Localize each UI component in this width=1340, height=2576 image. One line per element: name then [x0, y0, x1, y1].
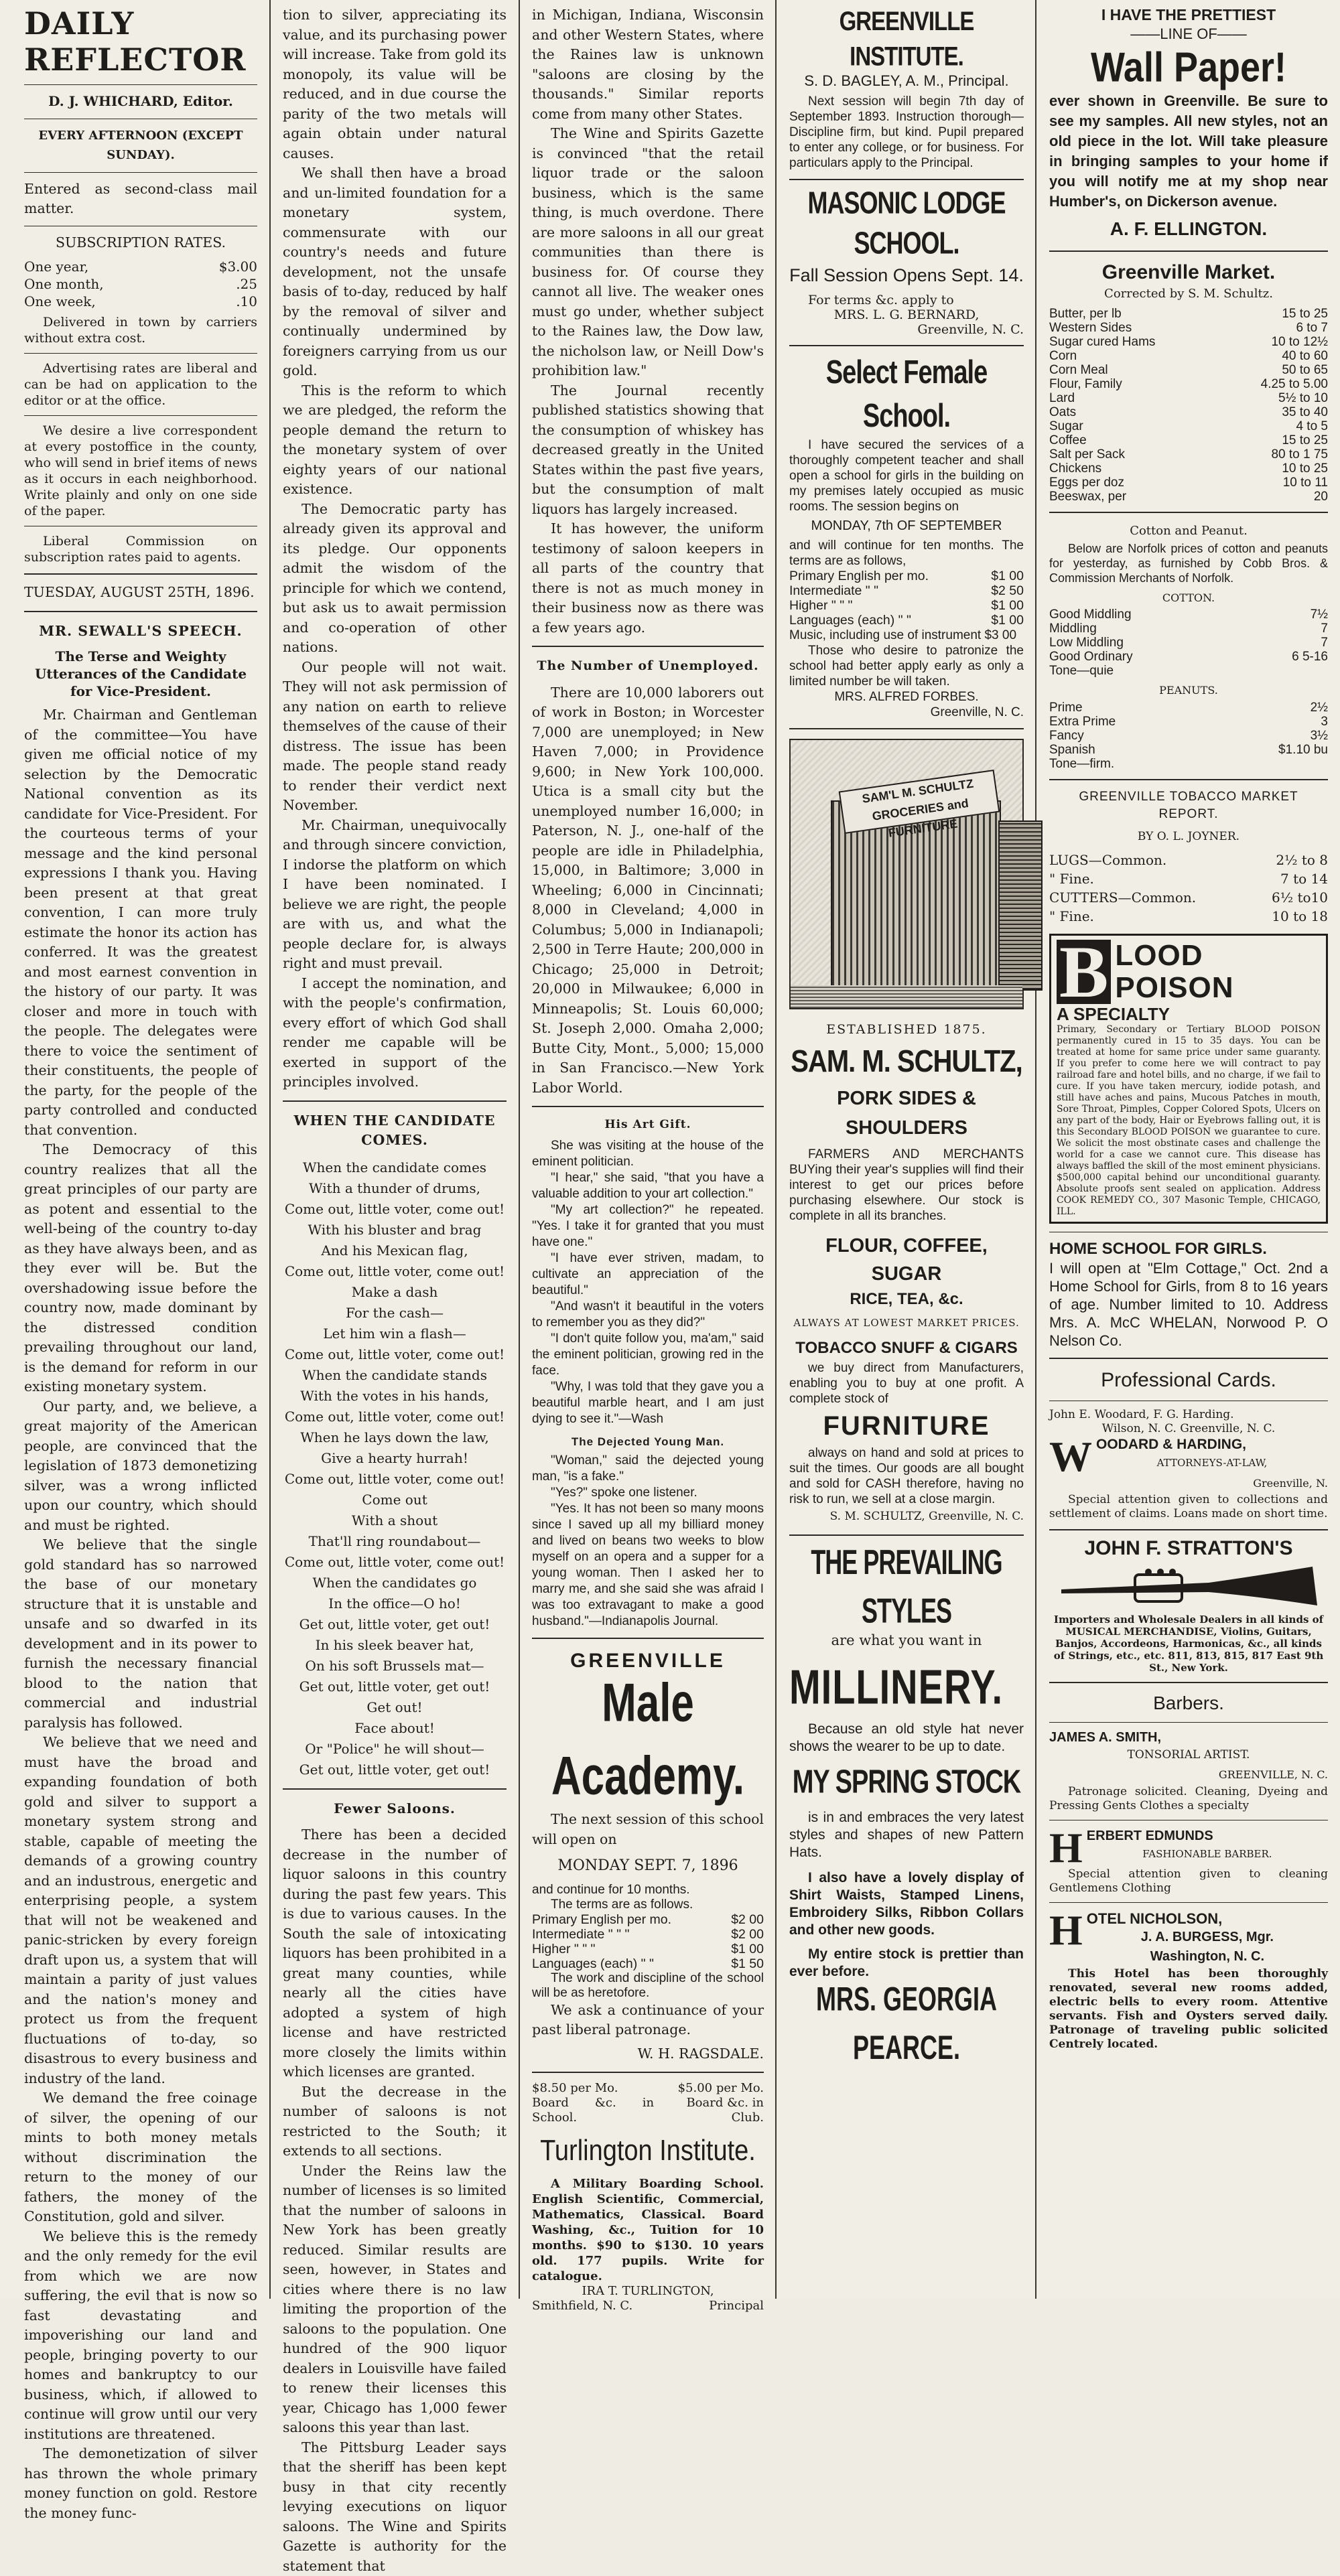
masonic-opens: Fall Session Opens Sept. 14.	[789, 263, 1024, 287]
article-paragraph: Under the Reins law the number of licenses is so limited that the number of saloons in New York has been greatly reduced. Similar results are seen, however, in States and cities where there is no law limiting the proportion of the saloons to the population. One hundred of the 900 liquor dealers in Louisville have failed to renew their licenses this year, Chicago has 1,000 fewer saloons this year than last.	[283, 2161, 507, 2438]
smith-place: GREENVILLE, N. C.	[1049, 1765, 1328, 1785]
rate-row: One year, $3.00	[24, 258, 257, 275]
tobacco-prices	[1049, 851, 1328, 926]
academy-name-line2: Male Academy.	[532, 1667, 764, 1813]
article-paragraph: Mr. Chairman and Gentleman of the committee—You have given me official notice of my selection by the Democratic National convention as its candidate for Vice-President. For the courteous terms of your message and the kind personal expressions I thank you. Having been present at that great convention, I can more truly estimate the honor its action has conferred. It was the greatest and most earnest convention in the history of our party. It was closer and more in touch with the people. The delegates were there to voice the sentiment of their constituents, the people of the party, for the people of the party controlled and conducted that convention.	[24, 705, 257, 1140]
smith-text: Patronage solicited. Cleaning, Dyeing and Pressing Gents Clothes a specialty	[1049, 1785, 1328, 1813]
schultz-rice: RICE, TEA, &c.	[789, 1288, 1024, 1311]
poem-line: With his bluster and brag	[283, 1220, 507, 1240]
professional-heading: Professional Cards.	[1049, 1367, 1328, 1394]
article-paragraph: We demand the free coinage of silver, the opening of our mints to both money metals without discrimination the return to the money of our fathers, the money of the Constitution, gold and silver.	[24, 2088, 257, 2227]
article-paragraph: The Democracy of this country realizes that all the great principles of our party are as potent and essential to the well-being of the country to-day as they have always been, and as they ever will be. But the overshadowing issue before the country now, made dominant by the distressed condition prevailing throughout our land, is the demand for reform in our existing monetary system.	[24, 1140, 257, 1397]
cotton-label: COTTON.	[1049, 588, 1328, 608]
price-row: Butter, per lb 15 to 25	[1049, 307, 1328, 321]
article-heading: The Dejected Young Man.	[532, 1434, 764, 1450]
mail-notice: Entered as second-class mail matter.	[24, 180, 257, 219]
poem-line: Get out!	[283, 1697, 507, 1718]
poem-line: Let him win a flash—	[283, 1323, 507, 1344]
publication-schedule: EVERY AFTERNOON (EXCEPT SUNDAY).	[24, 126, 257, 165]
institute-text: Next session will begin 7th day of September 1893. Instruction thorough—Discipline firm, but kind. Pupil prepared to enter any college, or for business. For particulars apply to the Principal.	[789, 94, 1024, 171]
poem-line: Come out, little voter, come out!	[283, 1407, 507, 1427]
article-paragraph: I accept the nomination, and with the people's confirmation, every effort of which God shall render me capable will be exerted in support of the principles involved.	[283, 974, 507, 1092]
nicholson-drop-cap: H	[1049, 1911, 1083, 1950]
institute-principal: S. D. BAGLEY, A. M., Principal.	[789, 71, 1024, 91]
masonic-terms: For terms &c. apply to	[789, 293, 1024, 307]
turlington-prices: $8.50 per Mo. Board &c. in School. $5.00 per Mo. Board &c. in Club.	[532, 2081, 764, 2125]
column-2	[271, 0, 519, 2299]
poem-line: Get out, little voter, get out!	[283, 1676, 507, 1697]
woodard-place: Greenville, N.	[1049, 1474, 1328, 1494]
peanuts-label: PEANUTS.	[1049, 681, 1328, 701]
article-subheading: The Terse and Weighty Utterances of the Candidate for Vice-President.	[24, 648, 257, 700]
article-paragraph: We believe that we need and must have the broad and expanding foundation of both gold and silver to support a monetary system strong and stable, capable of meeting the demands of a growing country and an industrous, energetic and enterprising people, a system that will not be weakened and panic-stricken by every foreign draft upon us, a system that will maintain a parity of just values and the nation's money and protect us from the frequent fluctuations of to-day, so disastrous to every business and industry of the land.	[24, 1733, 257, 2088]
blood-drop-cap: B	[1057, 940, 1111, 1004]
poem-line: When the candidate comes	[283, 1157, 507, 1178]
academy-intro: The next session of this school will open on	[532, 1810, 764, 1849]
select-school-place: Greenville, N. C.	[789, 705, 1024, 720]
article-heading: His Art Gift.	[532, 1115, 764, 1135]
price-row: Flour, Family 4.25 to 5.00	[1049, 377, 1328, 391]
poem-line: Face about!	[283, 1718, 507, 1739]
schultz-name: SAM. M. SCHULTZ,	[789, 1041, 1024, 1082]
poem-line: Come out, little voter, come out!	[283, 1199, 507, 1220]
article-paragraph: "I hear," she said, "that you have a valuable addition to your art collection."	[532, 1170, 764, 1202]
price-row: Chickens 10 to 25	[1049, 461, 1328, 476]
column-5	[1037, 0, 1340, 2299]
article-paragraph: "Why, I was told that they gave you a beautiful marble heart, and I am just dying to see it."—Wash	[532, 1379, 764, 1427]
established-line: ESTABLISHED 1875.	[789, 1020, 1024, 1040]
subscription-heading: SUBSCRIPTION RATES.	[24, 233, 257, 253]
price-row: Fancy 3½	[1049, 729, 1328, 743]
price-row: " Fine. 7 to 14	[1049, 869, 1328, 888]
academy-terms-label: The terms are as follows.	[532, 1898, 764, 1912]
article-heading: The Number of Unemployed.	[532, 656, 764, 676]
schultz-always: ALWAYS AT LOWEST MARKET PRICES.	[789, 1313, 1024, 1334]
poem-line: When he lays down the law,	[283, 1427, 507, 1448]
millinery-sign: MRS. GEORGIA PEARCE.	[789, 1975, 1024, 2072]
edmunds-text: Special attention given to cleaning Gentlemens Clothing	[1049, 1867, 1328, 1895]
price-row: Good Ordinary 6 5-16	[1049, 650, 1328, 664]
street	[791, 985, 1022, 1008]
article-paragraph: tion to silver, appreciating its value, and its purchasing power will increase. Take from gold its monopoly, its value will be reduced, and in due course the parity of the two metals will again obtain under natural causes.	[283, 5, 507, 163]
poem-line: With a thunder of drums,	[283, 1178, 507, 1199]
woodard-attys: ATTORNEYS-AT-LAW,	[1049, 1453, 1328, 1474]
article-paragraph: Our people will not wait. They will not ask permission of any nation on earth to relieve themselves of the cause of their distress. The issue has been made. The people stand ready to render their verdict next November.	[283, 658, 507, 816]
select-school-heading: Select Female School.	[789, 351, 1024, 438]
woodard-name: OODARD & HARDING,	[1049, 1436, 1328, 1453]
article-paragraph: But the decrease in the number of saloons is not restricted to the South; it extends to all sections.	[283, 2082, 507, 2161]
price-row: Coffee 15 to 25	[1049, 433, 1328, 447]
institute-heading: GREENVILLE INSTITUTE.	[789, 3, 1024, 74]
edmunds-title: FASHIONABLE BARBER.	[1049, 1845, 1328, 1865]
price-row: Good Middling 7½	[1049, 607, 1328, 622]
column-4	[777, 0, 1036, 2299]
wallpaper-text: ever shown in Greenville. Be sure to see my samples. All new styles, not an old piece in the lot. Will take pleasure in bringing samples to your home if you will notify me at my shop near Humber's, on Dickerson avenue.	[1049, 91, 1328, 212]
article-paragraph: The Democratic party has already given its approval and its pledge. Our opponents admit the wisdom of the principle for which we contend, but ask us to await permission and co-operation of other nations.	[283, 500, 507, 658]
select-school-terms	[789, 569, 1024, 628]
turlington-sign: IRA T. TURLINGTON,	[532, 2284, 764, 2299]
schultz-flour: FLOUR, COFFEE, SUGAR	[789, 1232, 1024, 1288]
price-row: Prime 2½	[1049, 701, 1328, 715]
price-row: Low Middling 7	[1049, 636, 1328, 650]
market-prices	[1049, 307, 1328, 504]
column-1	[12, 0, 269, 2299]
article-paragraph: We shall then have a broad and un-limited foundation for a monetary system, commensurate with our country's needs and future development, not the unsafe basis of to-day, reduced by half by the removal of silver and continually undermined by foreigners carrying from us our gold.	[283, 163, 507, 381]
subscription-rates	[24, 258, 257, 310]
select-school-sign: MRS. ALFRED FORBES.	[789, 689, 1024, 705]
price-row: Corn 40 to 60	[1049, 349, 1328, 363]
poem-line: Get out, little voter, get out!	[283, 1760, 507, 1780]
article-paragraph: "Yes. It has not been so many moons since I saved up all my billiard money and lived on beans two weeks to blow myself on an opera and a supper for a young woman. Then I asked her to marry me, and she said she was afraid I was too extravagant to make a good husband."—Indianapolis Journal.	[532, 1501, 764, 1630]
price-row: Corn Meal 50 to 65	[1049, 363, 1328, 377]
rate-row: One week, .10	[24, 293, 257, 310]
academy-discipline: The work and discipline of the school will be as heretofore.	[532, 1971, 764, 2001]
schultz-manuf: we buy direct from Manufacturers, enabling you to buy at one profit. A complete stock of	[789, 1360, 1024, 1407]
price-row: Tone—quie	[1049, 664, 1328, 678]
editor-line: D. J. WHICHARD, Editor.	[24, 92, 257, 112]
schultz-always2: always on hand and sold at prices to suit the times. Our goods are all bought and sold for CASH therefore, having no risk to run, we sell at a close margin.	[789, 1445, 1024, 1507]
article-paragraph: We believe that the single gold standard has so narrowed the base of our monetary structure that it is unstable and unsafe and so dwarfed in its development and in its power to furnish the necessary financial blood to the nation that commercial and industrial paralysis has followed.	[24, 1535, 257, 1733]
academy-sign: W. H. RAGSDALE.	[532, 2044, 764, 2064]
price-row: Middling 7	[1049, 622, 1328, 636]
price-row: Spanish $1.10 bu	[1049, 743, 1328, 757]
poem-line: With the votes in his hands,	[283, 1386, 507, 1407]
rate-row: One month, .25	[24, 275, 257, 293]
cotton-text: Below are Norfolk prices of cotton and peanuts for yesterday, as furnished by Cobb Bros. & Commission Merchants of Norfolk.	[1049, 541, 1328, 585]
price-row: Languages (each) " " $1 50	[532, 1956, 764, 1971]
schultz-pork: PORK SIDES & SHOULDERS	[789, 1084, 1024, 1143]
price-row: " Fine. 10 to 18	[1049, 907, 1328, 926]
advertising-note: Advertising rates are liberal and can be had on application to the editor or at the office.	[24, 360, 257, 409]
display-text: I also have a lovely display of Shirt Waists, Stamped Linens, Embroidery Silks, Ribbon Collars and other new goods.	[789, 1869, 1024, 1939]
poem-line: That'll ring roundabout—	[283, 1531, 507, 1552]
stratton-ad	[1049, 1539, 1328, 1674]
select-school-music: Music, including use of instrument $3 00	[789, 628, 1024, 643]
price-row: Higher " " " $1 00	[532, 1942, 764, 1956]
market-heading: Greenville Market.	[1049, 260, 1328, 285]
tobacco-by: BY O. L. JOYNER.	[1049, 827, 1328, 847]
article-paragraph: The demonetization of silver has thrown the whole primary money function on gold. Restore the money func-	[24, 2444, 257, 2523]
column-3	[520, 0, 776, 2299]
blood-text: Primary, Secondary or Tertiary BLOOD POISON permanently cured in 15 to 35 days. You can be treated at home for same price under same guaranty. If you prefer to come here we will contract to pay railroad fare and hotel bills, and no charge, if we fail to cure. If you have taken mercury, iodide potash, and still have aches and pains, Mucous Patches in mouth, Sore Throat, Pimples, Copper Colored Spots, Ulcers on any part of the body, Hair or Eyebrows falling out, it is this Secondary BLOOD POISON we guarantee to cure. We solicit the most obstinate cases and challenge the world for a case we cannot cure. This disease has always baffled the skill of the most eminent physicians. $500,000 capital behind our unconditional guaranty. Absolute proofs sent sealed on application. Address COOK REMEDY CO., 307 Masonic Temple, CHICAGO, ILL.	[1057, 1024, 1321, 1218]
poem-line: Come out	[283, 1490, 507, 1510]
poem-line: When the candidate stands	[283, 1365, 507, 1386]
barbers-heading: Barbers.	[1049, 1691, 1328, 1715]
price-row: Sugar 4 to 5	[1049, 419, 1328, 433]
article-heading: Fewer Saloons.	[283, 1799, 507, 1819]
edmunds-name: ERBERT EDMUNDS	[1049, 1827, 1328, 1845]
academy-patronage: We ask a continuance of your past liberal patronage.	[532, 2001, 764, 2040]
article-paragraph: This is the reform to which we are pledged, the reform the people demand the return to the monetary system of over eighty years of our national existence.	[283, 381, 507, 500]
woodard-drop-cap: W	[1049, 1437, 1092, 1476]
store-engraving	[789, 739, 1024, 1009]
commission-note: Liberal Commission on subscription rates paid to agents.	[24, 533, 257, 565]
turlington-desc: A Military Boarding School. English Scientific, Commercial, Mathematics, Classical. Board Washing, &c., Tuition for 10 months. $90 to $130. 10 years old. 177 pupils. Write for catalogue.	[532, 2176, 764, 2284]
wallpaper-line3: Wall Paper!	[1049, 41, 1328, 95]
peanut-prices	[1049, 701, 1328, 771]
poem-line: In his sleek beaver hat,	[283, 1635, 507, 1656]
millinery-line3: MILLINERY.	[789, 1652, 1024, 1722]
price-row: Western Sides 6 to 7	[1049, 321, 1328, 335]
masonic-heading: MASONIC LODGE SCHOOL.	[789, 183, 1024, 263]
nicholson-place: Washington, N. C.	[1049, 1947, 1328, 1967]
article-paragraph: There has been a decided decrease in the number of liquor saloons in this country during the past few years. This is due to various causes. In the South the sale of intoxicating liquors has been prohibited in a great many counties, while nearly all the cities have adopted a system of high license and have restricted more closely the limits within which licenses are granted.	[283, 1825, 507, 2082]
woodard-towns: Wilson, N. C. Greenville, N. C.	[1049, 1422, 1328, 1436]
poem-line: Come out, little voter, come out!	[283, 1261, 507, 1282]
millinery-line1: THE PREVAILING STYLES	[789, 1539, 1024, 1636]
article-paragraph: The Journal recently published statistics showing that the consumption of whiskey has decreased greatly in the United States within the past five years, but the consumption of malt liquors has largely increased.	[532, 381, 764, 520]
academy-date: MONDAY SEPT. 7, 1896	[532, 1856, 764, 1876]
article-paragraph: There are 10,000 laborers out of work in Boston; in Worcester 7,000 are unemployed; in New Haven 7,000; in Providence 9,600; in New York 100,000. Utica is a small city but the unemployed number 16,000; in Paterson, N. J., one-half of the people are idle in Philadelphia, 15,000, in Baltimore; 3,000 in Wheeling; 6,000 in Cincinnati; 8,000 in Cleveland; 4,000 in Columbus; 5,000 in Indianapoli; 2,500 in Terre Haute; 200,000 in Chicago; 25,000 in Detroit; 20,000 in Milwaukee; 6,000 in Minneapolis; St. Louis 60,000; St. Joseph 2,000. Omaha 2,000; Butte City, Mont., 5,000; 15,000 in San Francisco.—New York Labor World.	[532, 683, 764, 1098]
article-paragraph: Mr. Chairman, unequivocally and through sincere conviction, I indorse the platform on which I have been nominated. I believe we are right, the people are with us, and what the people declare for, is always right and must prevail.	[283, 816, 507, 974]
poem-line: And his Mexican flag,	[283, 1240, 507, 1261]
nicholson-text: This Hotel has been thoroughly renovated, several new rooms added, electric bells to every room. Attentive servants. Fish and Oysters served daily. Patronage of traveling public solicited Centrely located.	[1049, 1967, 1328, 2052]
wallpaper-sign: A. F. ELLINGTON.	[1049, 216, 1328, 242]
article-paragraph: "I don't quite follow you, ma'am," said the eminent politician, growing red in the face.	[532, 1331, 764, 1379]
spring-stock: MY SPRING STOCK	[789, 1760, 1024, 1805]
select-school-text: I have secured the services of a thoroughly competent teacher and shall open a school for girls in the building on my premises lately occupied as music rooms. The session begins on	[789, 437, 1024, 514]
millinery-text: Because an old style hat never shows the wearer to be up to date.	[789, 1721, 1024, 1756]
academy-name-line1: GREENVILLE	[532, 1651, 764, 1671]
price-row: Salt per Sack 80 to 1 75	[1049, 447, 1328, 461]
store-sign: SAM'L M. SCHULTZ GROCERIES and FURNITURE	[839, 770, 1000, 834]
price-row: Higher " " " $1 00	[789, 598, 1024, 613]
price-row: Intermediate " " $2 50	[789, 583, 1024, 598]
article-paragraph: She was visiting at the house of the eminent politician.	[532, 1138, 764, 1170]
blood-poison-ad	[1049, 934, 1328, 1224]
building-side	[998, 820, 1043, 991]
price-row: Languages (each) " " $1 00	[789, 613, 1024, 628]
poem-line: Come out, little voter, come out!	[283, 1552, 507, 1573]
cotton-prices	[1049, 607, 1328, 678]
turlington-name: Turlington Institute.	[532, 2132, 764, 2169]
market-corrected: Corrected by S. M. Schultz.	[1049, 285, 1328, 303]
blood-title: LOOD POISON	[1057, 940, 1321, 1004]
poem-line: Get out, little voter, get out!	[283, 1614, 507, 1635]
poem-line: Come out, little voter, come out!	[283, 1469, 507, 1490]
article-paragraph: in Michigan, Indiana, Wisconsin and other Western States, where the Raines law is unknown "saloons are closing by the thousands." Similar reports come from many other States.	[532, 5, 764, 124]
price-row: Primary English per mo. $1 00	[789, 569, 1024, 583]
spring-text: is in and embraces the very latest styles and shapes of new Pattern Hats.	[789, 1809, 1024, 1861]
poem-line: When the candidates go	[283, 1573, 507, 1593]
poem-line: Come out, little voter, come out!	[283, 1344, 507, 1365]
tobacco-heading: GREENVILLE TOBACCO MARKET REPORT.	[1049, 788, 1328, 823]
price-row: Oats 35 to 40	[1049, 405, 1328, 419]
article-paragraph: "Woman," said the dejected young man, "is a fake."	[532, 1453, 764, 1485]
woodard-names: John E. Woodard, F. G. Harding.	[1049, 1408, 1328, 1422]
poem-line: With a shout	[283, 1510, 507, 1531]
delivery-note: Delivered in town by carriers without extra cost.	[24, 314, 257, 346]
home-school-text: I will open at "Elm Cottage," Oct. 2nd a Home School for Girls, from 8 to 16 years of age. Number limited to 10. Address Mrs. A. McC WHELAN, Norwood P. O Nelson Co.	[1049, 1259, 1328, 1350]
poem-line: In the office—O ho!	[283, 1593, 507, 1614]
article-paragraph: The Wine and Spirits Gazette is convinced "that the retail liquor trade or the saloon business, which is the same thing, is much overdone. There are more saloons in all our great communities than there is business for. Of course they cannot all live. The weaker ones must go under, whether subject to the Raines law, the Dow law, the nicholson law, or Neill Dow's prohibition law."	[532, 124, 764, 381]
select-school-cont: and will continue for ten months. The terms are as follows,	[789, 538, 1024, 569]
poem	[283, 1157, 507, 1780]
price-row: Extra Prime 3	[1049, 715, 1328, 729]
turlington-place: Smithfield, N. C.	[532, 2299, 632, 2313]
poem-line: Give a hearty hurrah!	[283, 1448, 507, 1469]
price-row: Eggs per doz 10 to 11	[1049, 476, 1328, 490]
wallpaper-line1: I HAVE THE PRETTIEST	[1049, 5, 1328, 24]
schultz-tobacco: TOBACCO SNUFF & CIGARS	[789, 1336, 1024, 1360]
select-school-date: MONDAY, 7th OF SEPTEMBER	[789, 518, 1024, 534]
article-heading: MR. SEWALL'S SPEECH.	[24, 622, 257, 642]
select-school-note: Those who desire to patronize the school had better apply early as only a limited number be will taken.	[789, 643, 1024, 689]
cotton-heading: Cotton and Peanut.	[1049, 521, 1328, 541]
poem-line: For the cash—	[283, 1303, 507, 1323]
masthead: DAILY REFLECTOR	[24, 5, 257, 78]
schultz-furniture: FURNITURE	[789, 1407, 1024, 1445]
article-paragraph: We believe this is the remedy and the only remedy for the evil from which we are now suffering, the evil that is now so fast devastating and impoverishing our land and people, bringing poverty to our homes and bankruptcy to our business, which, if allowed to continue will grow until our very institutions are threatened.	[24, 2227, 257, 2445]
article-paragraph: Our party, and, we believe, a great majority of the American people, are convinced that the legislation of 1873 demonetizing silver, was a wrong inflicted upon our country, which should and must be righted.	[24, 1397, 257, 1536]
blood-title2: A SPECIALTY	[1057, 1004, 1321, 1024]
stratton-name: JOHN F. STRATTON'S	[1049, 1539, 1328, 1559]
woodard-text: Special attention given to collections and settlement of claims. Loans made on short time.	[1049, 1493, 1328, 1521]
poem-line: Or "Police" he will shout—	[283, 1739, 507, 1760]
wallpaper-line2: ——LINE OF——	[1049, 24, 1328, 44]
schultz-sign: S. M. SCHULTZ, Greenville, N. C.	[789, 1507, 1024, 1527]
turlington-role: Principal	[709, 2299, 764, 2313]
academy-terms	[532, 1912, 764, 1971]
nicholson-mgr: J. A. BURGESS, Mgr.	[1049, 1928, 1328, 1948]
millinery-line2: are what you want in	[789, 1631, 1024, 1651]
masonic-sign: MRS. L. G. BERNARD,	[789, 307, 1024, 322]
article-paragraph: "My art collection?" he repeated. "Yes. I take it for granted that you must have one."	[532, 1202, 764, 1250]
article-paragraph: "And wasn't it beautiful in the voters to remember you as they did?"	[532, 1299, 764, 1331]
article-paragraph: It has however, the uniform testimony of saloon keepers in all parts of the country that there is not as much money in their business now as there was a few years ago.	[532, 519, 764, 638]
home-school-heading: HOME SCHOOL FOR GIRLS.	[1049, 1239, 1328, 1259]
article-paragraph: "I have ever striven, madam, to cultivate an appreciation of the beautiful."	[532, 1250, 764, 1299]
poem-line: Make a dash	[283, 1282, 507, 1303]
price-row: Tone—firm.	[1049, 757, 1328, 771]
price-row: LUGS—Common. 2½ to 8	[1049, 851, 1328, 869]
stratton-text: Importers and Wholesale Dealers in all kinds of MUSICAL MERCHANDISE, Violins, Guitars, Banjos, Accordeons, Harmonicas, &c., all kinds of Strings, etc., etc. 811, 813, 815, 817 East 9th St., New York.	[1049, 1614, 1328, 1674]
price-row: Primary English per mo. $2 00	[532, 1912, 764, 1927]
price-row: CUTTERS—Common. 6½ to10	[1049, 888, 1328, 907]
prettier-text: My entire stock is prettier than ever before.	[789, 1946, 1024, 1981]
academy-continue: and continue for 10 months.	[532, 1883, 764, 1898]
correspondent-note: We desire a live correspondent at every postoffice in the county, who will send in brief items of news as it occurs in each neighborhood. Write plainly and only on one side of the paper.	[24, 423, 257, 519]
edmunds-drop-cap: H	[1049, 1829, 1083, 1867]
masonic-place: Greenville, N. C.	[789, 322, 1024, 337]
poem-heading: WHEN THE CANDIDATE COMES.	[283, 1111, 507, 1151]
price-row: Intermediate " " " $2 00	[532, 1927, 764, 1942]
cornet-icon	[1055, 1563, 1323, 1609]
nicholson-name: OTEL NICHOLSON,	[1049, 1910, 1328, 1928]
article-paragraph: The Pittsburg Leader says that the sheriff has been kept busy in that city recently levying executions on liquor saloons. The Wine and Spirits Gazette is authority for the statement that	[283, 2438, 507, 2576]
smith-title: TONSORIAL ARTIST.	[1049, 1745, 1328, 1766]
price-row: Beeswax, per 20	[1049, 490, 1328, 504]
poem-line: On his soft Brussels mat—	[283, 1656, 507, 1676]
price-row: Lard 5½ to 10	[1049, 391, 1328, 405]
schultz-text: FARMERS AND MERCHANTS BUYing their year's supplies will find their interest to get our prices before purchasing elsewhere. Our stock is complete in all its branches.	[789, 1147, 1024, 1224]
article-paragraph: "Yes?" spoke one listener.	[532, 1485, 764, 1501]
smith-name: JAMES A. SMITH,	[1049, 1729, 1328, 1745]
dateline: TUESDAY, AUGUST 25TH, 1896.	[24, 583, 257, 603]
price-row: Sugar cured Hams 10 to 12½	[1049, 335, 1328, 349]
